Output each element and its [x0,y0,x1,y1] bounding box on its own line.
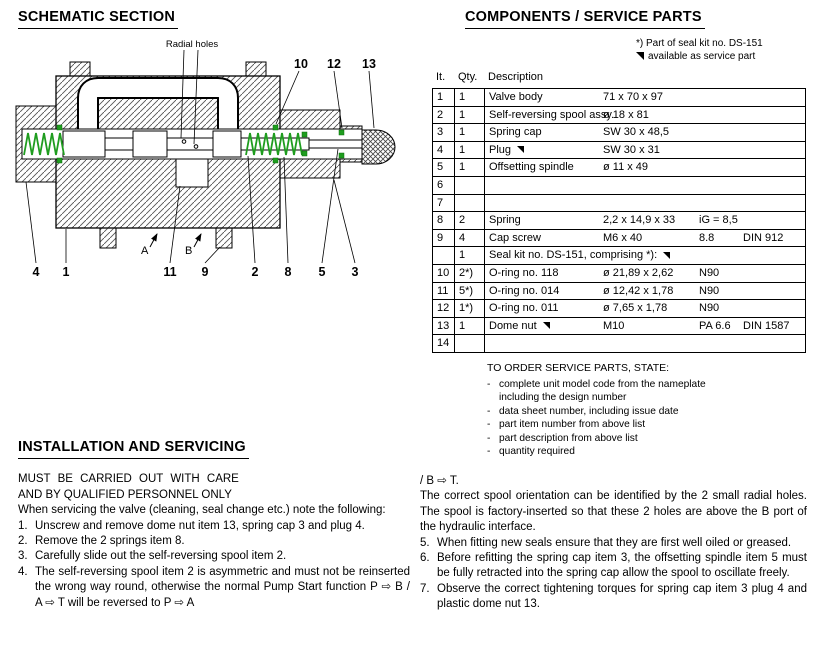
order-instruction-item: - complete unit model code from the nameplate [487,378,706,390]
cell-item-no: 14 [433,335,455,352]
cell-size [599,247,695,264]
cell-item-no: 4 [433,142,455,159]
table-row [433,229,805,247]
label-item-2: 2 [251,265,259,279]
step4-continuation: / B ⇨ T. [420,475,459,487]
cell-description: Self-reversing spool assy. [489,108,615,121]
cell-size: ø 12,42 x 1,78 [603,284,674,297]
cell-grade: N90 [699,302,720,315]
label-item-8: 8 [284,265,292,279]
cell-qty [455,195,485,212]
bottom-studs [100,228,232,248]
cell-description: Offsetting spindle [489,161,574,174]
seal-kit-note-line1: *) Part of seal kit no. DS-151 [636,38,763,49]
cell-size: ø 7,65 x 1,78 [603,302,668,315]
table-row [433,317,805,335]
cell-standard [739,283,803,300]
top-cap-screws [70,62,266,76]
label-item-11: 11 [163,265,177,279]
cell-description: Spring cap [489,126,542,139]
cell-item-no: 9 [433,230,455,247]
cell-grade: N90 [699,266,720,279]
order-instruction-item: - part item number from above list [487,419,646,431]
cell-size [599,177,695,194]
label-item-5: 5 [318,265,326,279]
cell-grade [695,142,739,159]
cell-item-no: 11 [433,283,455,300]
order-instruction-item: - data sheet number, including issue date [487,405,679,417]
cell-description: O-ring no. 118 [489,266,559,279]
table-row [433,282,805,300]
cell-standard [739,300,803,317]
cell-item-no: 13 [433,318,455,335]
cell-standard: DIN 912 [743,231,784,244]
cell-grade [695,247,739,264]
cell-qty: 1 [455,124,485,141]
cell-grade [695,335,739,352]
cell-standard [739,265,803,282]
table-row [433,211,805,229]
cell-standard [739,335,803,352]
cell-grade: N90 [699,284,720,297]
header-description: Description [488,71,544,83]
cell-qty: 1*) [455,300,485,317]
lower-chamber [176,159,208,187]
label-item-9: 9 [201,265,209,279]
cell-item-no: 2 [433,107,455,124]
label-item-13: 13 [362,57,376,71]
table-row [433,141,805,159]
spool-orientation-note: The correct spool orientation can be identified by the 2 small radial holes. The spool is factory-inserted so that these 2 holes are above the B port of the hydraulic interface. [420,490,807,534]
port-arrows [150,234,201,247]
components-section [432,8,806,459]
cell-grade [695,124,739,141]
cell-size: SW 30 x 48,5 [603,126,670,139]
cell-description [485,335,599,352]
cell-item-no: 8 [433,212,455,229]
cell-standard [739,212,803,229]
instruction-step: 5. When fitting new seals ensure that they are first well oiled or greased. [420,536,792,549]
label-item-3: 3 [351,265,359,279]
instruction-step: 1. Unscrew and remove dome nut item 13, spring cap 3 and plug 4. [18,519,365,532]
label-item-10: 10 [294,57,308,71]
cell-standard [739,177,803,194]
cell-qty [455,335,485,352]
cell-qty: 1 [455,318,485,335]
cell-item-no [433,247,455,264]
table-row [433,106,805,124]
table-row [433,299,805,317]
cell-item-no: 7 [433,195,455,212]
table-row [433,89,805,106]
service-part-mark-icon [517,146,524,153]
cell-item-no: 1 [433,89,455,106]
cell-size: M6 x 40 [603,231,643,244]
table-row [433,158,805,176]
parts-table [432,88,806,353]
parts-table-header [432,69,806,85]
instruction-step: 3. Carefully slide out the self-reversing spool item 2. [18,550,287,563]
installation-section-right [420,440,807,613]
port-b-label: B [185,245,193,257]
cell-description: O-ring no. 014 [489,284,560,297]
cell-standard [739,247,803,264]
cell-grade: 8.8 [699,231,715,244]
cell-standard [739,107,803,124]
cell-description: O-ring no. 011 [489,302,559,315]
instruction-step: 6. Before refitting the spring cap item 3, the offsetting spindle item 5 must be fully retracted into the spring cap allow the spool to oscillate freely. [420,552,807,580]
seal-kit-note [636,37,806,63]
label-item-12: 12 [327,57,341,71]
cell-size: 71 x 70 x 97 [603,91,663,103]
instruction-step: 7. Observe the correct tightening torques for spring cap item 3 plug 4 and plastic dome nut 13. [420,582,807,611]
label-item-1: 1 [62,265,70,279]
valve-cross-section-drawing [8,34,408,286]
caution-line-2: AND BY QUALIFIED PERSONNEL ONLY [18,488,232,501]
seal-kit-note-line2: available as service part [636,50,806,63]
table-row [433,264,805,282]
components-section-title: COMPONENTS / SERVICE PARTS [465,9,705,29]
cell-description [485,177,599,194]
cell-qty [455,177,485,194]
cell-qty: 2 [455,212,485,229]
table-row [433,123,805,141]
schematic-section [18,8,178,29]
cell-standard [739,124,803,141]
cell-description: Spring [489,214,521,227]
instruction-step: 4. The self-reversing spool item 2 is asymmetric and must not be reinserted the wrong way round, otherwise the normal Pump Start function P ⇨ B / A ⇨ T will be reversed to P ⇨ A [18,565,410,609]
table-row [433,246,805,264]
cell-description: Dome nut [485,318,599,335]
cell-standard [739,142,803,159]
cell-qty: 1 [455,107,485,124]
cell-qty: 4 [455,230,485,247]
dome-nut [362,130,395,164]
servicing-intro: When servicing the valve (cleaning, seal change etc.) note the following: [18,504,386,517]
radial-holes-label: Radial holes [165,39,219,50]
schematic-section-title: SCHEMATIC SECTION [18,9,178,29]
cell-description: Seal kit no. DS-151, comprising *): [485,247,599,264]
order-instruction-item: including the design number [499,392,627,404]
cell-qty: 1 [455,142,485,159]
cell-size: ø 21,89 x 2,62 [603,266,674,279]
cell-standard [739,159,803,176]
cell-description: Cap screw [489,231,541,244]
service-part-mark-icon [636,52,644,60]
cell-item-no: 10 [433,265,455,282]
cell-qty: 5*) [455,283,485,300]
table-row [433,334,805,352]
cell-standard: DIN 1587 [743,319,790,332]
cell-qty: 1 [455,159,485,176]
header-item-no: It. [436,71,446,83]
table-row [433,194,805,212]
cell-description: Valve body [489,91,543,103]
label-item-4: 4 [32,265,40,279]
cell-size [599,195,695,212]
table-row [433,176,805,194]
cell-size: 2,2 x 14,9 x 33 [603,214,676,227]
cell-standard [739,89,803,106]
cell-grade [695,107,739,124]
offsetting-spindle [309,140,365,148]
cell-grade [695,159,739,176]
cell-item-no: 5 [433,159,455,176]
cell-item-no: 6 [433,177,455,194]
cell-qty: 2*) [455,265,485,282]
order-instructions-title: TO ORDER SERVICE PARTS, STATE: [487,361,670,374]
order-instruction-item: - part description from above list [487,432,638,444]
cell-grade: iG = 8,5 [699,214,738,227]
cell-size: ø 18 x 81 [603,108,649,121]
cell-size: ø 11 x 49 [603,161,649,174]
cell-size: SW 30 x 31 [603,143,660,156]
cell-description: Plug [485,142,599,159]
cell-grade: PA 6.6 [699,319,731,332]
cell-item-no: 12 [433,300,455,317]
cell-qty: 1 [455,247,485,264]
cell-description [485,195,599,212]
instruction-step: 2. Remove the 2 springs item 8. [18,535,185,548]
cell-grade [695,89,739,106]
cell-standard [739,195,803,212]
order-instruction-item: - quantity required [487,446,575,458]
cell-qty: 1 [455,89,485,106]
port-a-label: A [141,245,149,257]
installation-section-title: INSTALLATION AND SERVICING [18,440,249,459]
caution-line-1: MUST BE CARRIED OUT WITH CARE [18,473,239,486]
header-qty: Qty. [458,71,478,83]
installation-section-left [18,440,410,611]
cell-grade [695,195,739,212]
cell-grade [695,177,739,194]
service-part-mark-icon [543,322,550,329]
cell-size [599,335,695,352]
cell-item-no: 3 [433,124,455,141]
cell-size: M10 [603,319,625,332]
